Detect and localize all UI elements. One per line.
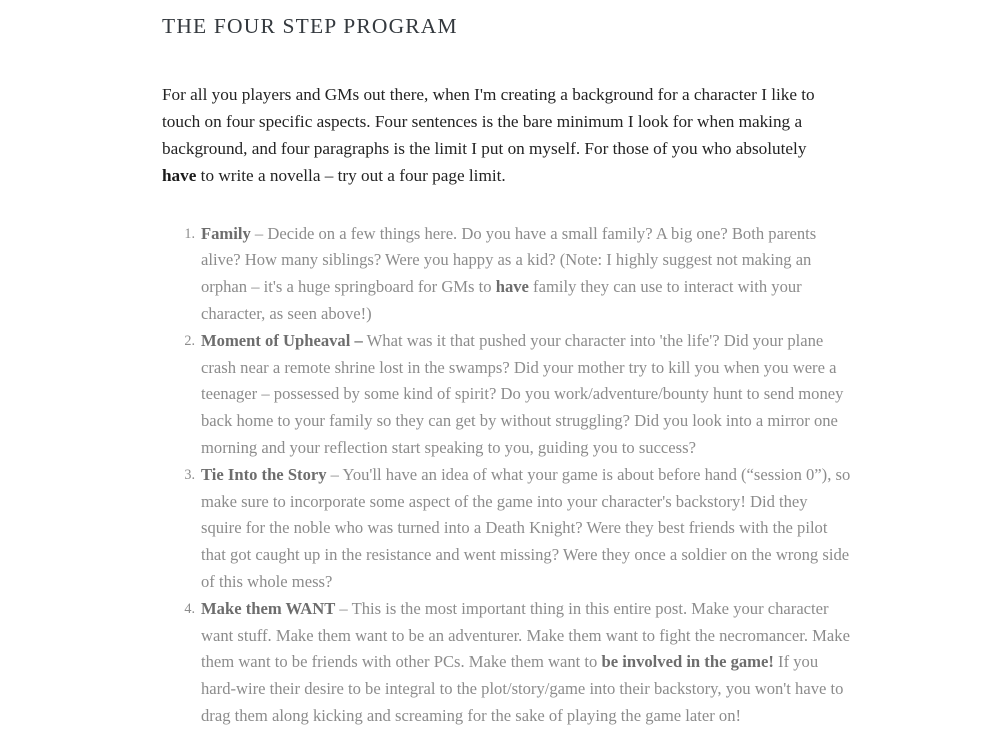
step-body-after: If you hard-wire their desire to be integral to the plot/story/game into their backstory, you won't have to drag them along kicking and screaming for the sake of playing the game later on! [201, 652, 844, 726]
list-item [175, 221, 852, 328]
step-lead-in: Tie Into the Story [201, 464, 327, 484]
list-item [175, 328, 852, 462]
step-lead-in: Moment of Upheaval – [201, 330, 363, 350]
list-item [175, 462, 852, 596]
step-body-after: family they can use to interact with your character, as seen above!) [201, 277, 802, 324]
intro-bold-have: have [162, 166, 197, 186]
step-body-before: – You'll have an idea of what your game is about before hand (“session 0”), so make sure to incorporate some aspect of the game into your character's backstory! Did they squire for the noble who was turned into a Death Knight? Were they best friends with the pilot that got caught up in the resistance and went missing? Were they once a soldier on the wrong side of this whole mess? [201, 464, 851, 592]
step-body-before: – This is the most important thing in this entire post. Make your character want stuff. Make them want to be an adventurer. Make them want to fight the necromancer. Make them want to be friends with other PCs. Make them want to [201, 598, 850, 672]
step-lead-in: Make them WANT [201, 598, 336, 618]
step-emphasis: have [495, 277, 529, 297]
step-lead-in: Family [201, 223, 251, 243]
article-content [162, 0, 852, 730]
step-emphasis: be involved in the game! [601, 652, 774, 672]
step-body-before: What was it that pushed your character into 'the life'? Did your plane crash near a remote shrine lost in the swamps? Did your mother try to kill you when you were a teenager – possessed by some kind of spirit? Do you work/adventure/bounty hunt to send money back home to your family so they can get by without struggling? Did you look into a mirror one morning and your reflection start speaking to you, guiding you to success? [201, 330, 844, 458]
intro-text-part-1: For all you players and GMs out there, when I'm creating a background for a character I like to touch on four specific aspects. Four sentences is the bare minimum I look for when making a background, and four paragraphs is the limit I put on myself. For those of you who absolutely [162, 84, 815, 159]
page-title: THE FOUR STEP PROGRAM [162, 14, 458, 38]
intro-paragraph [162, 40, 830, 190]
step-body-before: – Decide on a few things here. Do you have a small family? A big one? Both parents alive? How many siblings? Were you happy as a kid? (Note: I highly suggest not making an orphan – it's a huge springboard for GMs to [201, 223, 817, 297]
list-item [175, 596, 852, 730]
intro-text-part-2: to write a novella – try out a four page limit. [196, 166, 506, 186]
four-step-list [162, 190, 852, 730]
